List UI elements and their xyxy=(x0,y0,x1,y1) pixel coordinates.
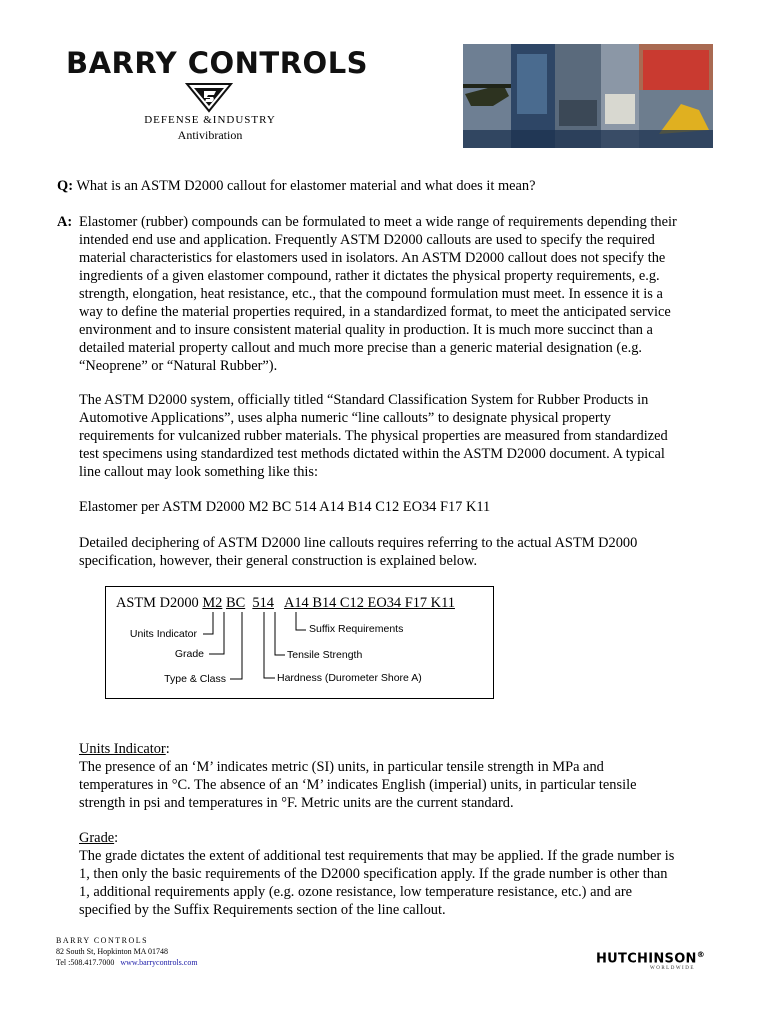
grade-section: Grade: The grade dictates the extent of additional test requirements that may be applied. If the grade number is 1, then only the basic requirements of the D2000 specification apply. If the grade number is other than 1, additional requirements apply (e.g. ozone resistance, low temperature resistance, etc.) and are specified by the Suffix Requirements section of the line callout. xyxy=(79,829,719,919)
text-line: requirements for vulcanized rubber materials. The physical properties are measured from standardized xyxy=(79,428,668,444)
text-line: environment and to insure consistent material quality in production. It is much more succinct than a xyxy=(79,322,653,338)
text-line: temperatures in °C. The absence of an ‘M’ indicates English (imperial) units, in particular tensile xyxy=(79,777,637,793)
grade-heading: Grade xyxy=(79,830,115,846)
suffix-requirements-label: Suffix Requirements xyxy=(309,623,404,635)
callout-units: M2 xyxy=(202,595,223,611)
footer-contact xyxy=(56,935,198,968)
text-line: material characteristics for elastomers used in isolators. An ASTM D2000 callout does not specify the xyxy=(79,250,666,266)
callout-grade-type: BC xyxy=(225,595,246,611)
type-class-label: Type & Class xyxy=(164,673,226,685)
units-indicator-section: Units Indicator: The presence of an ‘M’ indicates metric (SI) units, in particular tensile strength in MPa and temperatures in °C. The absence of an ‘M’ indicates English (imperial) units, in particular tensile strength in psi and temperatures in °F. Metric units are the current standard. xyxy=(79,740,719,812)
text-line: ingredients of a given elastomer compound, rather it dictates the physical property requirements, e.g. xyxy=(79,268,660,284)
text-line: Elastomer (rubber) compounds can be formulated to meet a wide range of requirements depending their xyxy=(79,214,677,230)
example-callout: Elastomer per ASTM D2000 M2 BC 514 A14 B14 C12 EO34 F17 K11 xyxy=(79,499,491,515)
units-indicator-label: Units Indicator xyxy=(129,628,197,640)
callout-prefix: ASTM D2000 xyxy=(116,595,203,611)
text-line: detailed material property callout and much more precise than a generic material designation (e.g. xyxy=(79,340,642,356)
question xyxy=(57,177,536,195)
text-line: 1, additional requirements apply (e.g. ozone resistance, low temperature resistance, etc.) and are xyxy=(79,884,633,900)
text-line: line callout may look something like this: xyxy=(79,464,319,480)
company-logo-wordmark: BARRY CONTROLS xyxy=(66,46,369,80)
text-line: specification, however, their general construction is explained below. xyxy=(79,553,478,569)
hutchinson-mark: ® xyxy=(696,950,706,959)
text-line: The grade dictates the extent of additional test requirements that may be applied. If the grade number is xyxy=(79,848,675,864)
text-line: “Neoprene” or “Natural Rubber”). xyxy=(79,358,278,374)
tensile-strength-label: Tensile Strength xyxy=(287,649,363,661)
hutchinson-name: HUTCHINSON xyxy=(596,951,697,967)
hardness-label: Hardness (Durometer Shore A) xyxy=(277,672,422,684)
text-line: The ASTM D2000 system, officially titled “Standard Classification System for Rubber Products in xyxy=(79,392,649,408)
banner-photo-collage xyxy=(463,44,713,148)
text-line: way to define the material properties required, in a standardized format, to meet the anticipated service xyxy=(79,304,671,320)
hutchinson-logo xyxy=(596,950,705,966)
footer-website-link[interactable]: www.barrycontrols.com xyxy=(120,958,198,967)
text-line: strength in psi and temperatures in °F. Metric units are the current standard. xyxy=(79,795,514,811)
answer-paragraph-3 xyxy=(79,534,719,570)
header-photo-banner xyxy=(463,44,713,148)
answer-label: A: xyxy=(57,214,73,230)
callout-suffix: A14 B14 C12 EO34 F17 K11 xyxy=(283,595,455,611)
callout-hardness-tensile: 514 xyxy=(252,595,274,611)
barry-controls-emblem-icon xyxy=(184,80,234,114)
question-label: Q: xyxy=(57,178,73,194)
text-line: specified by the Suffix Requirements section of the line callout. xyxy=(79,902,446,918)
question-text: What is an ASTM D2000 callout for elastomer material and what does it mean? xyxy=(76,178,536,194)
answer-paragraph-2 xyxy=(79,391,719,481)
text-line: Detailed deciphering of ASTM D2000 line callouts requires referring to the actual ASTM D2000 xyxy=(79,535,638,551)
text-line: test specimens using standardized test methods dictated within the ASTM D2000 document. A typical xyxy=(79,446,665,462)
footer-tel: Tel :508.417.7000 xyxy=(56,958,115,967)
text-line: 1, then only the basic requirements of the D2000 specification apply. If the grade number is other than xyxy=(79,866,668,882)
text-line: Automotive Applications”, uses alpha numeric “line callouts” to designate physical property xyxy=(79,410,611,426)
footer-address: 82 South St, Hopkinton MA 01748 xyxy=(56,947,169,956)
answer-paragraph-1 xyxy=(79,213,719,375)
text-line: The presence of an ‘M’ indicates metric (SI) units, in particular tensile strength in MPa and xyxy=(79,759,604,775)
product-line-label: Antivibration xyxy=(177,128,243,142)
hutchinson-worldwide: WORLDWIDE xyxy=(650,966,695,971)
division-label: DEFENSE &INDUSTRY xyxy=(144,114,276,126)
text-line: strength, elongation, heat resistance, etc., that the compound formulation must meet. In essence it is a xyxy=(79,286,663,302)
grade-label: Grade xyxy=(174,648,204,660)
text-line: intended end use and application. Frequently ASTM D2000 callouts are used to specify the required xyxy=(79,232,655,248)
units-indicator-heading: Units Indicator xyxy=(79,741,166,757)
footer-company: BARRY CONTROLS xyxy=(56,936,149,945)
